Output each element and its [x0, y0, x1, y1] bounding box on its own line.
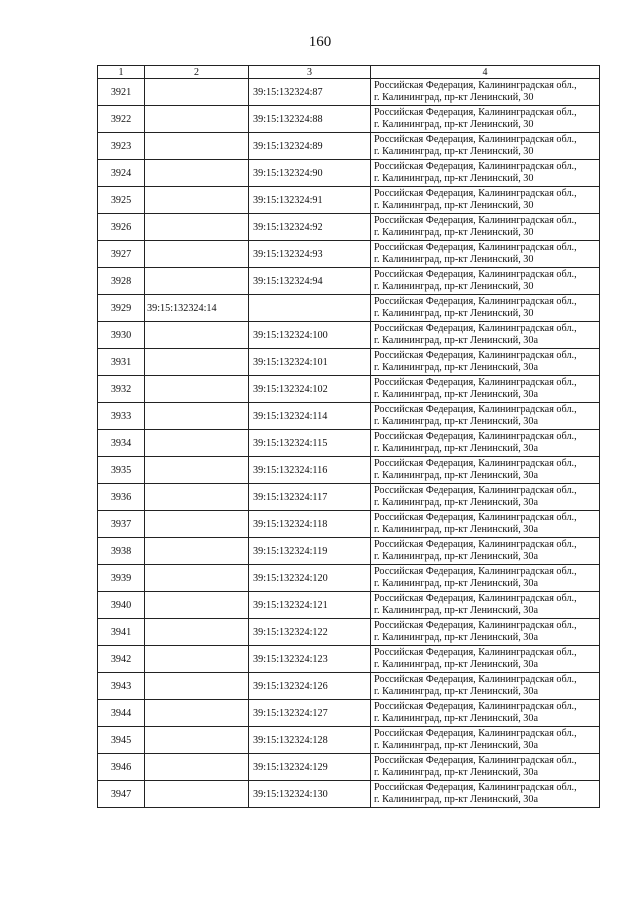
address-line-1: Российская Федерация, Калининградская обл.,: [374, 107, 577, 118]
row-number-cell: 3938: [98, 538, 145, 565]
row-number-cell: 3927: [98, 241, 145, 268]
parcel-number-cell: [145, 106, 249, 133]
row-number-cell: 3929: [98, 295, 145, 322]
cadastral-number-cell: 39:15:132324:89: [249, 133, 371, 160]
address-cell: [371, 133, 600, 160]
address-line-1: Российская Федерация, Калининградская обл.,: [374, 566, 577, 577]
table-row: [98, 160, 600, 187]
cadastral-number-cell: 39:15:132324:90: [249, 160, 371, 187]
row-number-cell: 3945: [98, 727, 145, 754]
address-cell: [371, 322, 600, 349]
column-header-4: 4: [371, 66, 600, 79]
address-cell: [371, 79, 600, 106]
row-number-cell: 3933: [98, 403, 145, 430]
address-line-2: г. Калининград, пр-кт Ленинский, 30: [374, 308, 534, 319]
address-line-2: г. Калининград, пр-кт Ленинский, 30: [374, 227, 534, 238]
address-line-2: г. Калининград, пр-кт Ленинский, 30а: [374, 767, 539, 778]
table-row: [98, 619, 600, 646]
cadastral-number-cell: 39:15:132324:118: [249, 511, 371, 538]
address-cell: [371, 646, 600, 673]
table-row: [98, 538, 600, 565]
parcel-number-cell: [145, 619, 249, 646]
parcel-number-cell: [145, 538, 249, 565]
cadastral-number-cell: 39:15:132324:130: [249, 781, 371, 808]
address-line-1: Российская Федерация, Калининградская обл.,: [374, 269, 577, 280]
address-line-1: Российская Федерация, Калининградская обл.,: [374, 242, 577, 253]
row-number-cell: 3931: [98, 349, 145, 376]
address-line-2: г. Калининград, пр-кт Ленинский, 30а: [374, 524, 539, 535]
parcel-number-cell: [145, 646, 249, 673]
cadastral-number-cell: 39:15:132324:120: [249, 565, 371, 592]
parcel-number-cell: [145, 700, 249, 727]
address-line-1: Российская Федерация, Калининградская обл.,: [374, 323, 577, 334]
address-line-1: Российская Федерация, Калининградская обл.,: [374, 80, 577, 91]
address-cell: [371, 241, 600, 268]
address-cell: [371, 538, 600, 565]
row-number-cell: 3936: [98, 484, 145, 511]
parcel-number-cell: [145, 592, 249, 619]
table-row: [98, 430, 600, 457]
parcel-number-cell: 39:15:132324:14: [145, 295, 249, 322]
address-cell: [371, 619, 600, 646]
cadastral-number-cell: 39:15:132324:127: [249, 700, 371, 727]
cadastral-number-cell: 39:15:132324:122: [249, 619, 371, 646]
address-cell: [371, 295, 600, 322]
row-number-cell: 3935: [98, 457, 145, 484]
address-line-1: Российская Федерация, Калининградская обл.,: [374, 350, 577, 361]
parcel-number-cell: [145, 214, 249, 241]
address-line-1: Российская Федерация, Калининградская обл.,: [374, 593, 577, 604]
address-line-1: Российская Федерация, Калининградская обл.,: [374, 377, 577, 388]
address-cell: [371, 376, 600, 403]
table-row: [98, 511, 600, 538]
table-row: [98, 133, 600, 160]
cadastral-number-cell: 39:15:132324:94: [249, 268, 371, 295]
table-row: [98, 700, 600, 727]
cadastral-number-cell: 39:15:132324:101: [249, 349, 371, 376]
address-line-2: г. Калининград, пр-кт Ленинский, 30а: [374, 551, 539, 562]
cadastral-number-cell: 39:15:132324:126: [249, 673, 371, 700]
table-row: [98, 754, 600, 781]
address-line-1: Российская Федерация, Калининградская обл.,: [374, 134, 577, 145]
address-line-2: г. Калининград, пр-кт Ленинский, 30а: [374, 335, 539, 346]
address-line-2: г. Калининград, пр-кт Ленинский, 30: [374, 281, 534, 292]
row-number-cell: 3940: [98, 592, 145, 619]
row-number-cell: 3944: [98, 700, 145, 727]
parcel-number-cell: [145, 322, 249, 349]
parcel-number-cell: [145, 727, 249, 754]
cadastral-number-cell: 39:15:132324:117: [249, 484, 371, 511]
address-cell: [371, 187, 600, 214]
address-line-2: г. Калининград, пр-кт Ленинский, 30а: [374, 362, 539, 373]
cadastral-number-cell: 39:15:132324:102: [249, 376, 371, 403]
address-cell: [371, 268, 600, 295]
parcel-number-cell: [145, 565, 249, 592]
parcel-number-cell: [145, 403, 249, 430]
row-number-cell: 3922: [98, 106, 145, 133]
address-line-1: Российская Федерация, Калининградская обл.,: [374, 782, 577, 793]
cadastral-number-cell: 39:15:132324:115: [249, 430, 371, 457]
address-cell: [371, 700, 600, 727]
cadastral-number-cell: 39:15:132324:128: [249, 727, 371, 754]
row-number-cell: 3943: [98, 673, 145, 700]
cadastral-number-cell: 39:15:132324:100: [249, 322, 371, 349]
cadastral-number-cell: 39:15:132324:93: [249, 241, 371, 268]
address-cell: [371, 484, 600, 511]
address-line-1: Российская Федерация, Калининградская обл.,: [374, 701, 577, 712]
row-number-cell: 3942: [98, 646, 145, 673]
table-row: [98, 268, 600, 295]
address-cell: [371, 565, 600, 592]
table-row: [98, 241, 600, 268]
address-line-2: г. Калининград, пр-кт Ленинский, 30а: [374, 740, 539, 751]
address-line-1: Российская Федерация, Калининградская обл.,: [374, 458, 577, 469]
parcel-number-cell: [145, 430, 249, 457]
row-number-cell: 3926: [98, 214, 145, 241]
cadastral-number-cell: 39:15:132324:87: [249, 79, 371, 106]
address-line-2: г. Калининград, пр-кт Ленинский, 30а: [374, 794, 539, 805]
parcel-number-cell: [145, 187, 249, 214]
address-cell: [371, 592, 600, 619]
table-row: [98, 79, 600, 106]
table-row: [98, 322, 600, 349]
row-number-cell: 3932: [98, 376, 145, 403]
parcel-number-cell: [145, 133, 249, 160]
cadastral-number-cell: 39:15:132324:129: [249, 754, 371, 781]
address-line-2: г. Калининград, пр-кт Ленинский, 30а: [374, 497, 539, 508]
row-number-cell: 3925: [98, 187, 145, 214]
parcel-number-cell: [145, 484, 249, 511]
parcel-number-cell: [145, 349, 249, 376]
parcel-number-cell: [145, 268, 249, 295]
address-cell: [371, 403, 600, 430]
row-number-cell: 3946: [98, 754, 145, 781]
parcel-number-cell: [145, 241, 249, 268]
address-line-1: Российская Федерация, Калининградская обл.,: [374, 674, 577, 685]
address-line-2: г. Калининград, пр-кт Ленинский, 30: [374, 200, 534, 211]
cadastral-number-cell: 39:15:132324:91: [249, 187, 371, 214]
cadastral-number-cell: 39:15:132324:88: [249, 106, 371, 133]
parcel-number-cell: [145, 457, 249, 484]
address-cell: [371, 160, 600, 187]
address-cell: [371, 673, 600, 700]
row-number-cell: 3947: [98, 781, 145, 808]
column-header-3: 3: [249, 66, 371, 79]
table-row: [98, 295, 600, 322]
parcel-number-cell: [145, 79, 249, 106]
address-line-1: Российская Федерация, Калининградская обл.,: [374, 485, 577, 496]
row-number-cell: 3930: [98, 322, 145, 349]
table-row: [98, 403, 600, 430]
address-line-2: г. Калининград, пр-кт Ленинский, 30а: [374, 686, 539, 697]
address-line-1: Российская Федерация, Калининградская обл.,: [374, 161, 577, 172]
table-row: [98, 781, 600, 808]
table-row: [98, 457, 600, 484]
column-header-1: 1: [98, 66, 145, 79]
address-line-2: г. Калининград, пр-кт Ленинский, 30: [374, 119, 534, 130]
table-row: [98, 565, 600, 592]
parcel-number-cell: [145, 754, 249, 781]
table-row: [98, 484, 600, 511]
parcel-number-cell: [145, 781, 249, 808]
address-line-2: г. Калининград, пр-кт Ленинский, 30: [374, 92, 534, 103]
address-line-1: Российская Федерация, Калининградская обл.,: [374, 404, 577, 415]
address-line-1: Российская Федерация, Калининградская обл.,: [374, 188, 577, 199]
address-line-1: Российская Федерация, Калининградская обл.,: [374, 296, 577, 307]
row-number-cell: 3923: [98, 133, 145, 160]
cadastral-number-cell: 39:15:132324:116: [249, 457, 371, 484]
address-line-2: г. Калининград, пр-кт Ленинский, 30а: [374, 578, 539, 589]
address-cell: [371, 727, 600, 754]
address-line-2: г. Калининград, пр-кт Ленинский, 30: [374, 254, 534, 265]
address-line-2: г. Калининград, пр-кт Ленинский, 30а: [374, 713, 539, 724]
page-number: 160: [308, 34, 332, 50]
address-line-1: Российская Федерация, Калининградская обл.,: [374, 539, 577, 550]
cadastral-number-cell: 39:15:132324:123: [249, 646, 371, 673]
address-cell: [371, 781, 600, 808]
cadastral-number-cell: 39:15:132324:119: [249, 538, 371, 565]
row-number-cell: 3937: [98, 511, 145, 538]
table-row: [98, 592, 600, 619]
address-line-1: Российская Федерация, Калининградская обл.,: [374, 620, 577, 631]
address-line-2: г. Калининград, пр-кт Ленинский, 30а: [374, 659, 539, 670]
parcel-number-cell: [145, 376, 249, 403]
address-line-1: Российская Федерация, Калининградская обл.,: [374, 728, 577, 739]
table-row: [98, 376, 600, 403]
column-header-2: 2: [145, 66, 249, 79]
address-line-2: г. Калининград, пр-кт Ленинский, 30а: [374, 389, 539, 400]
address-cell: [371, 106, 600, 133]
table-row: [98, 214, 600, 241]
parcel-number-cell: [145, 511, 249, 538]
address-cell: [371, 754, 600, 781]
address-line-1: Российская Федерация, Калининградская обл.,: [374, 431, 577, 442]
address-line-1: Российская Федерация, Калининградская обл.,: [374, 512, 577, 523]
address-line-2: г. Калининград, пр-кт Ленинский, 30: [374, 173, 534, 184]
table-row: [98, 349, 600, 376]
address-line-1: Российская Федерация, Калининградская обл.,: [374, 647, 577, 658]
table-row: [98, 106, 600, 133]
parcel-number-cell: [145, 673, 249, 700]
row-number-cell: 3941: [98, 619, 145, 646]
address-line-1: Российская Федерация, Калининградская обл.,: [374, 215, 577, 226]
registry-table: [97, 65, 600, 808]
row-number-cell: 3921: [98, 79, 145, 106]
header-row: [98, 66, 600, 79]
address-line-2: г. Калининград, пр-кт Ленинский, 30а: [374, 416, 539, 427]
address-line-1: Российская Федерация, Калининградская обл.,: [374, 755, 577, 766]
address-line-2: г. Калининград, пр-кт Ленинский, 30а: [374, 443, 539, 454]
row-number-cell: 3928: [98, 268, 145, 295]
address-cell: [371, 511, 600, 538]
table-row: [98, 673, 600, 700]
row-number-cell: 3924: [98, 160, 145, 187]
address-line-2: г. Калининград, пр-кт Ленинский, 30а: [374, 632, 539, 643]
table-row: [98, 727, 600, 754]
address-line-2: г. Калининград, пр-кт Ленинский, 30а: [374, 605, 539, 616]
row-number-cell: 3939: [98, 565, 145, 592]
address-line-2: г. Калининград, пр-кт Ленинский, 30а: [374, 470, 539, 481]
cadastral-number-cell: [249, 295, 371, 322]
cadastral-number-cell: 39:15:132324:114: [249, 403, 371, 430]
address-line-2: г. Калининград, пр-кт Ленинский, 30: [374, 146, 534, 157]
address-cell: [371, 457, 600, 484]
table-row: [98, 646, 600, 673]
address-cell: [371, 214, 600, 241]
parcel-number-cell: [145, 160, 249, 187]
registry-table-body: [98, 66, 600, 808]
table-row: [98, 187, 600, 214]
row-number-cell: 3934: [98, 430, 145, 457]
address-cell: [371, 349, 600, 376]
address-cell: [371, 430, 600, 457]
cadastral-number-cell: 39:15:132324:121: [249, 592, 371, 619]
cadastral-number-cell: 39:15:132324:92: [249, 214, 371, 241]
